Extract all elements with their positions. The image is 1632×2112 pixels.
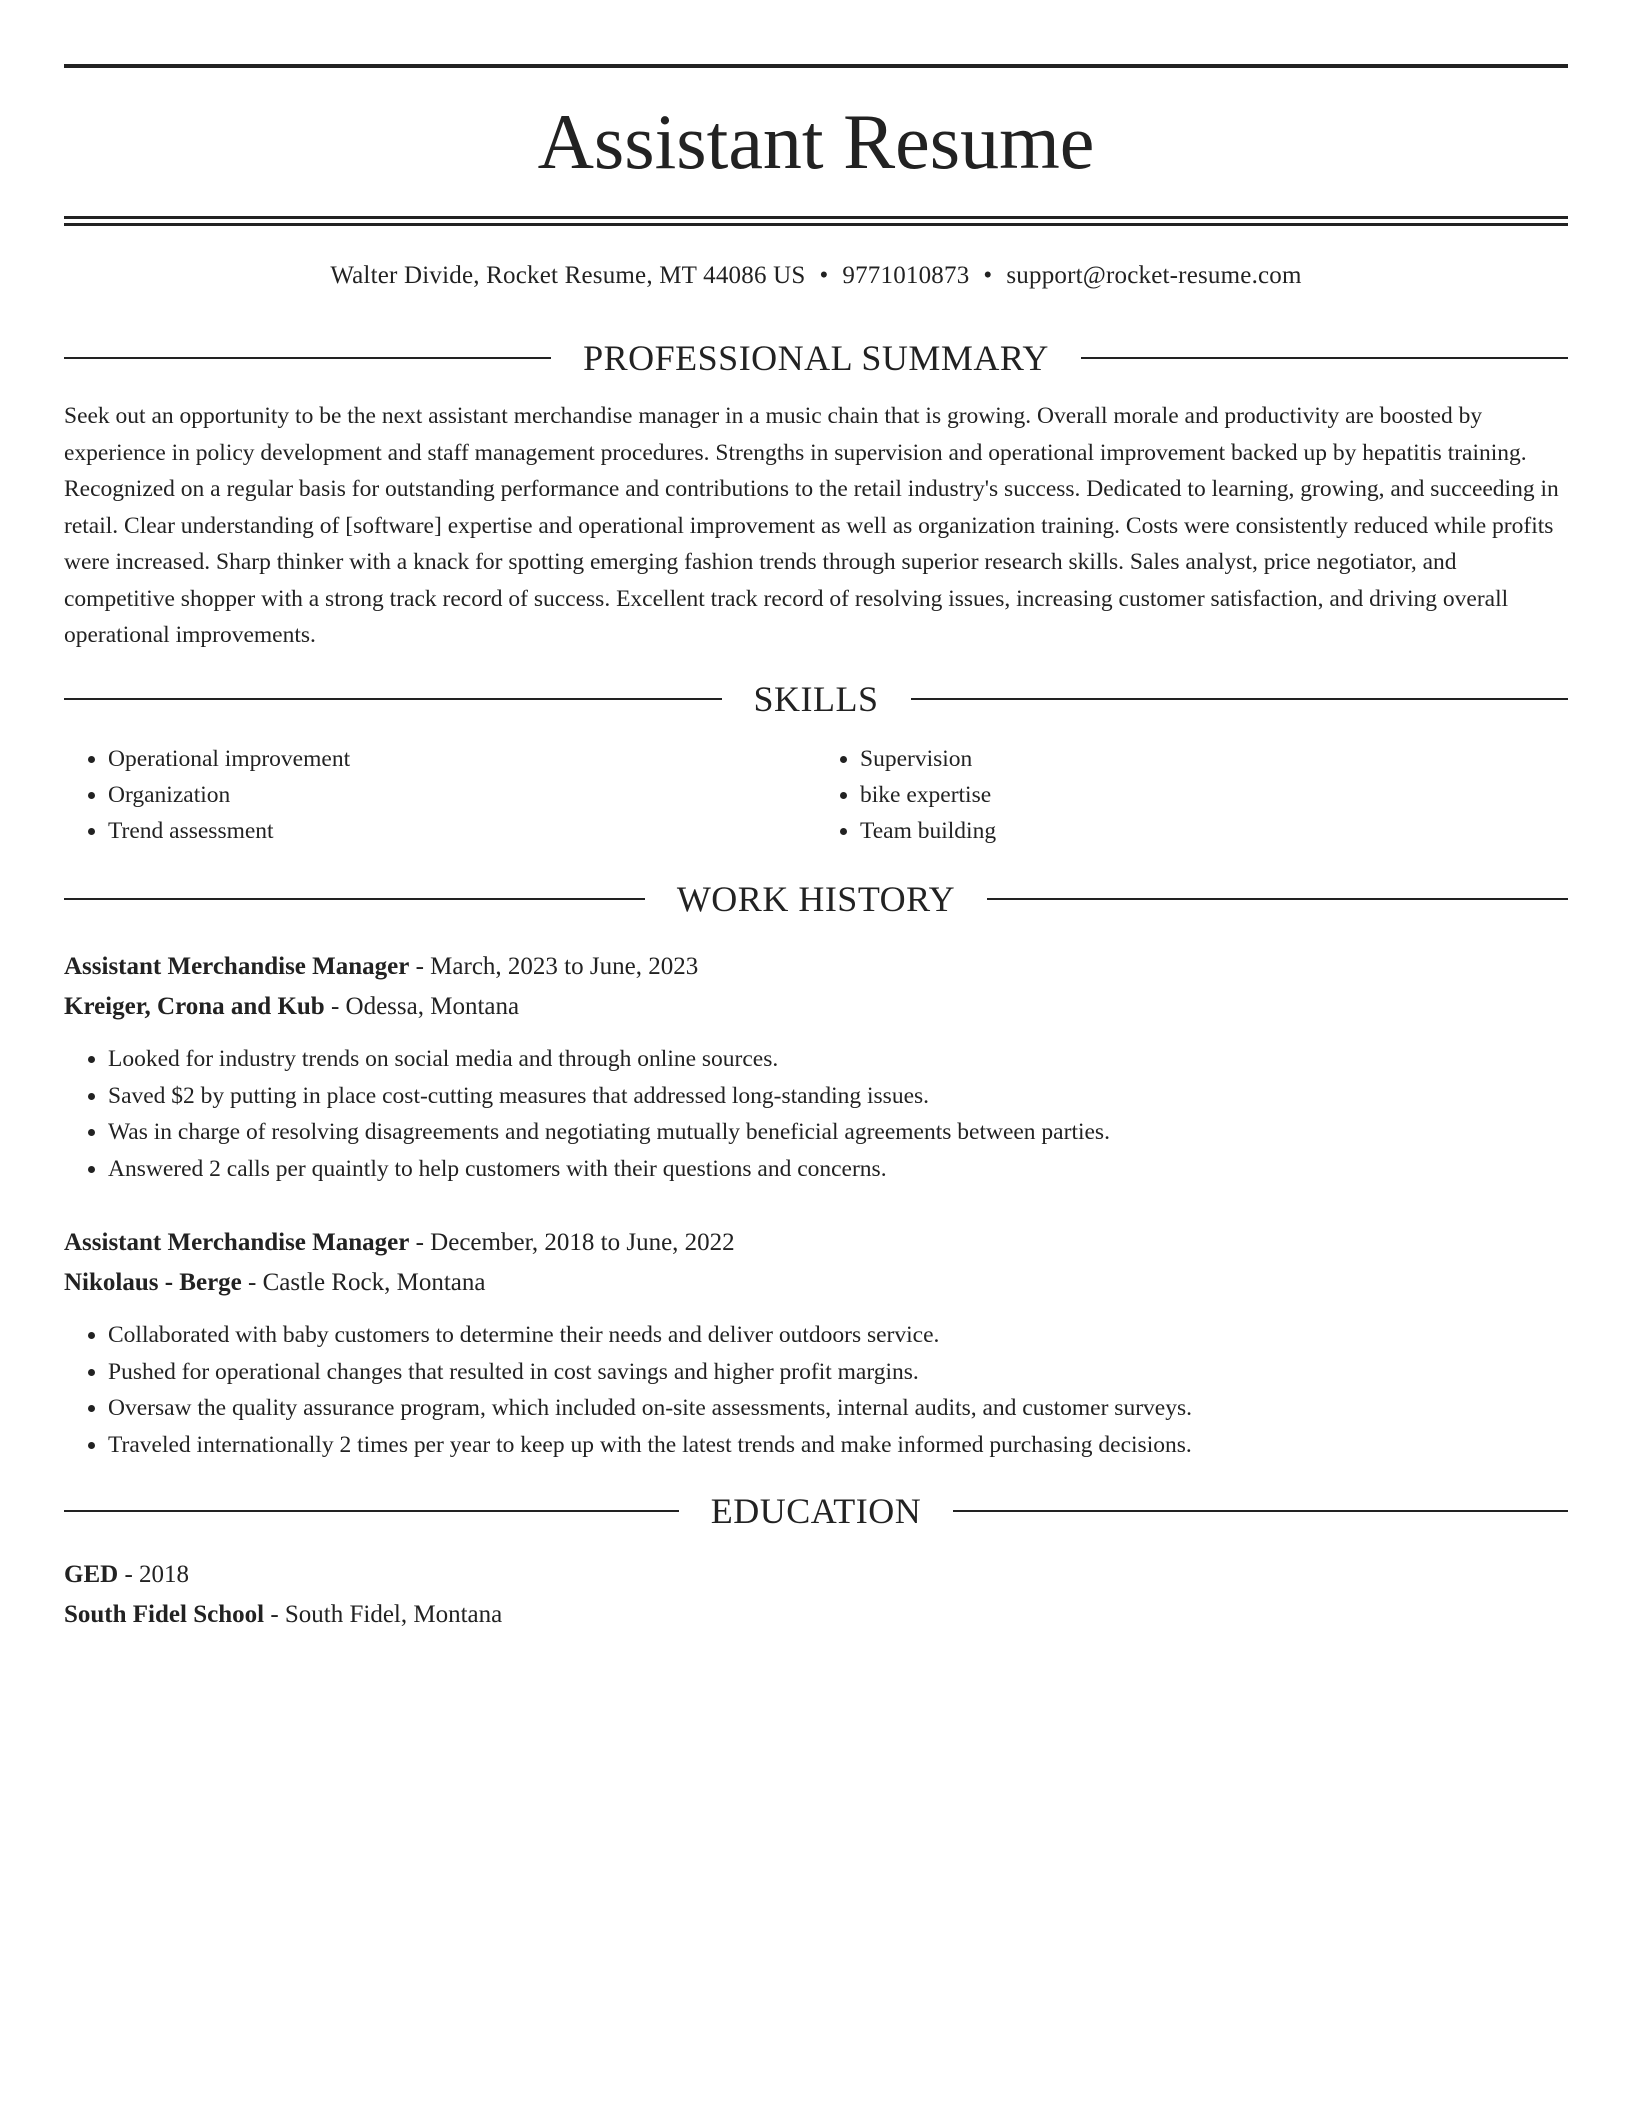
education-heading: EDUCATION — [710, 1491, 922, 1531]
job-dates: - March, 2023 to June, 2023 — [409, 953, 699, 980]
skill-item: • Team building — [860, 813, 1568, 849]
job-duties — [64, 1041, 1568, 1187]
skills-heading: SKILLS — [753, 679, 879, 719]
duty-item: • Traveled internationally 2 times per year to keep up with the latest trends and make informed purchasing decisions. — [108, 1427, 1568, 1464]
page-title: Assistant Resume — [537, 98, 1095, 185]
job-company-line — [64, 1263, 1568, 1303]
job-entry — [64, 947, 1568, 1187]
skills-section-heading — [64, 677, 1568, 721]
title-double-rule — [64, 216, 1568, 226]
contact-email: support@rocket-resume.com — [1006, 262, 1302, 289]
job-title-line — [64, 947, 1568, 987]
education-degree-line — [64, 1555, 1568, 1595]
duty-item: • Answered 2 calls per quaintly to help customers with their questions and concerns. — [108, 1151, 1568, 1188]
job-company: Kreiger, Crona and Kub — [64, 993, 325, 1020]
summary-text: Seek out an opportunity to be the next assistant merchandise manager in a music chain that is growing. Overall morale and productivity are boosted by experience in policy development and staff management procedures. Strengths in supervision and operational improvement backed up by hepatitis training. Recognized on a regular basis for outstanding performance and contributions to the retail industry's success. Dedicated to learning, growing, and succeeding in retail. Clear understanding of [software] expertise and operational improvement as well as organization training. Costs were consistently reduced while profits were increased. Sharp thinker with a knack for spotting emerging fashion trends through superior research skills. Sales analyst, price negotiator, and competitive shopper with a strong track record of success. Excellent track record of resolving issues, increasing customer satisfaction, and driving overall operational improvements. — [64, 403, 1559, 648]
work-section-heading — [64, 877, 1568, 921]
contact-phone: 9771010873 — [842, 262, 970, 289]
heading-rule-right — [911, 698, 1569, 700]
education-school: South Fidel School — [64, 1601, 265, 1628]
job-entry — [64, 1223, 1568, 1463]
job-title: Assistant Merchandise Manager — [64, 1229, 410, 1256]
education-degree: GED — [64, 1561, 119, 1588]
skill-item: • Operational improvement — [108, 741, 816, 777]
job-location: - Castle Rock, Montana — [241, 1269, 486, 1296]
duty-item: • Collaborated with baby customers to determine their needs and deliver outdoors service. — [108, 1317, 1568, 1354]
skills-column-left — [64, 741, 816, 849]
contact-separator: • — [819, 262, 829, 289]
job-dates: - December, 2018 to June, 2022 — [409, 1229, 735, 1256]
education-entry — [64, 1555, 1568, 1635]
job-company-line — [64, 987, 1568, 1027]
education-year: - 2018 — [118, 1561, 190, 1588]
education-section-heading — [64, 1489, 1568, 1533]
heading-rule-left — [64, 1510, 679, 1512]
summary-heading: PROFESSIONAL SUMMARY — [583, 338, 1049, 378]
contact-separator: • — [983, 262, 993, 289]
heading-rule-right — [1081, 357, 1568, 359]
job-duties — [64, 1317, 1568, 1463]
duty-item: • Looked for industry trends on social media and through online sources. — [108, 1041, 1568, 1078]
heading-rule-right — [987, 898, 1568, 900]
heading-rule-right — [953, 1510, 1568, 1512]
job-title: Assistant Merchandise Manager — [64, 953, 410, 980]
job-company: Nikolaus - Berge — [64, 1269, 242, 1296]
job-location: - Odessa, Montana — [324, 993, 520, 1020]
heading-rule-left — [64, 698, 722, 700]
duty-item: • Was in charge of resolving disagreements and negotiating mutually beneficial agreements between parties. — [108, 1114, 1568, 1151]
education-location: - South Fidel, Montana — [264, 1601, 503, 1628]
work-heading: WORK HISTORY — [676, 879, 956, 919]
contact-address: Walter Divide, Rocket Resume, MT 44086 US — [330, 262, 806, 289]
skill-item: • Supervision — [860, 741, 1568, 777]
heading-rule-left — [64, 357, 551, 359]
skill-item: • bike expertise — [860, 777, 1568, 813]
skill-item: • Organization — [108, 777, 816, 813]
summary-section-heading — [64, 336, 1568, 380]
skills-list — [64, 741, 1568, 849]
job-title-line — [64, 1223, 1568, 1263]
skill-item: • Trend assessment — [108, 813, 816, 849]
skills-column-right — [816, 741, 1568, 849]
contact-line — [64, 260, 1568, 292]
education-school-line — [64, 1595, 1568, 1635]
duty-item: • Pushed for operational changes that resulted in cost savings and higher profit margins. — [108, 1354, 1568, 1391]
duty-item: • Oversaw the quality assurance program, which included on-site assessments, internal audits, and customer surveys. — [108, 1390, 1568, 1427]
heading-rule-left — [64, 898, 645, 900]
duty-item: • Saved $2 by putting in place cost-cutting measures that addressed long-standing issues. — [108, 1078, 1568, 1115]
top-rule — [64, 64, 1568, 68]
